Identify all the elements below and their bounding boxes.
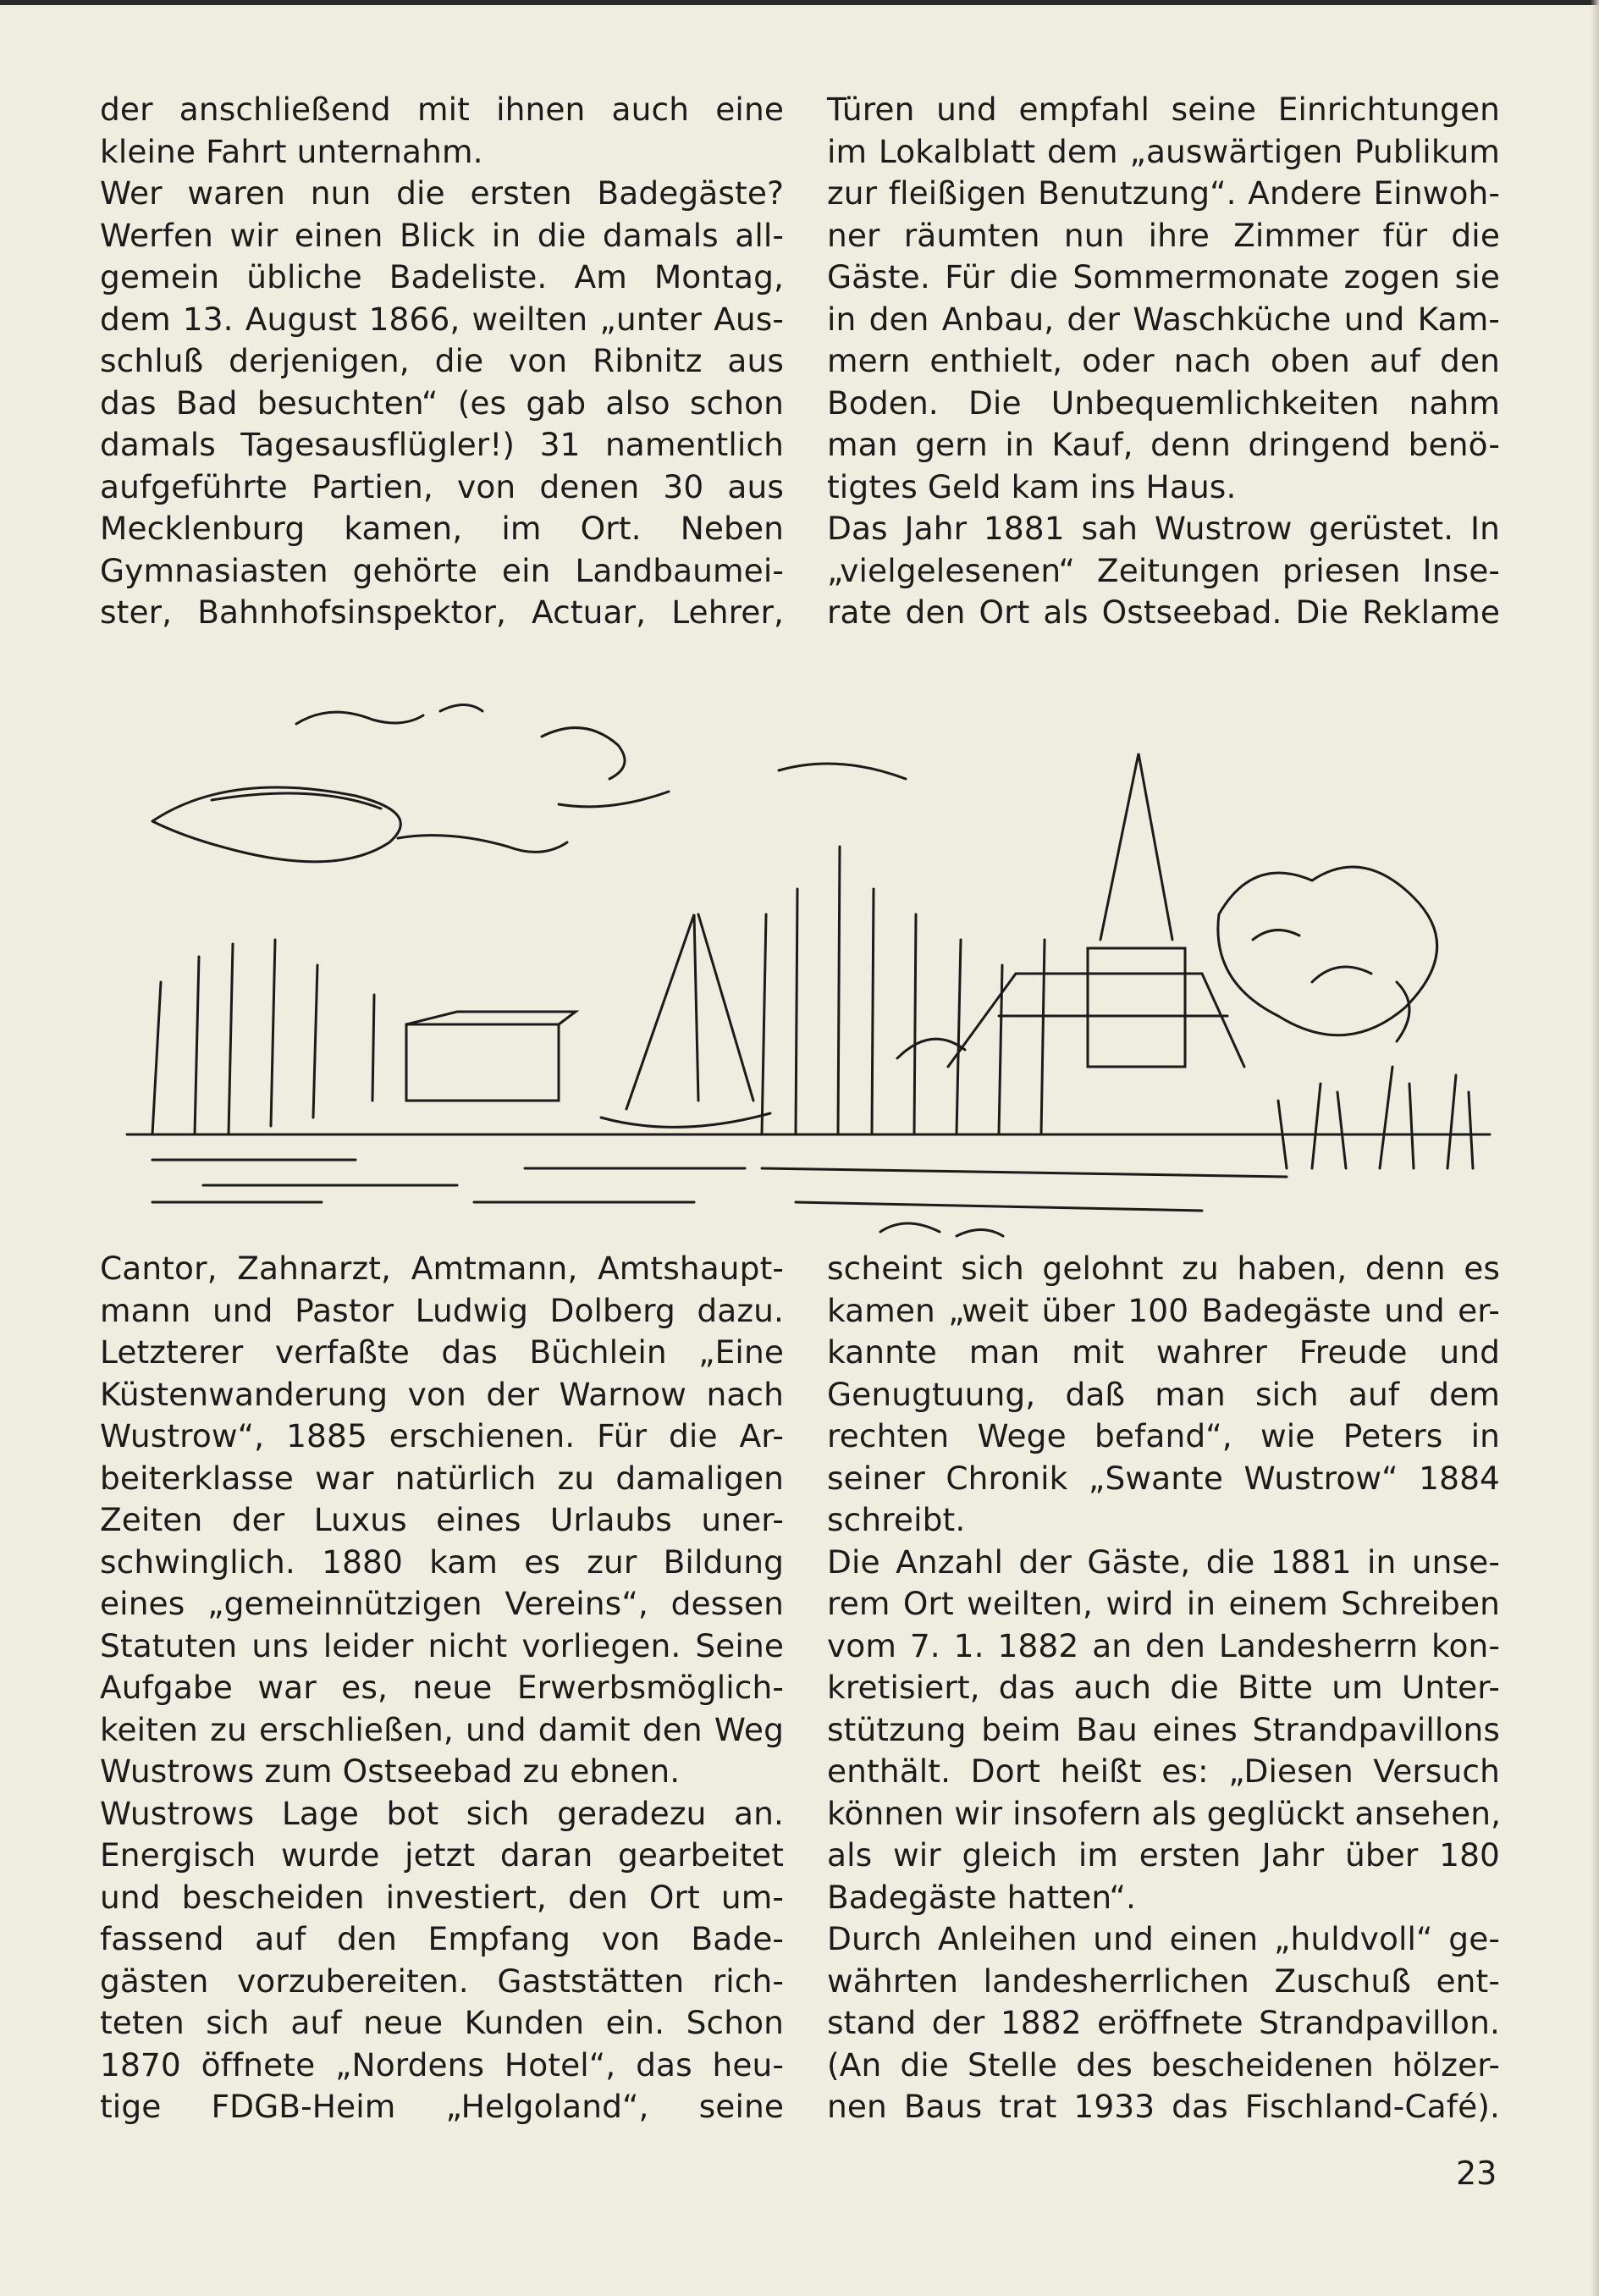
- text-line: [827, 592, 1500, 634]
- text-line-content: währten landesherrlichen Zuschuß ent-: [827, 1962, 1500, 2000]
- text-line: [827, 1877, 1500, 1919]
- text-line-content: nen Baus trat 1933 das Fischland-Café).: [827, 2088, 1500, 2125]
- text-line-content: Genugtuung, daß man sich auf dem: [827, 1375, 1500, 1413]
- text-line-content: schwinglich. 1880 kam es zur Bildung: [100, 1543, 784, 1581]
- text-line: [100, 424, 784, 466]
- text-line-content: Cantor, Zahnarzt, Amtmann, Amtshaupt-: [100, 1250, 784, 1287]
- text-line: [100, 1961, 784, 2003]
- text-line: [827, 340, 1500, 383]
- text-line: [827, 1667, 1500, 1709]
- text-column-top-right: [827, 89, 1500, 634]
- text-line-content: Die Anzahl der Gäste, die 1881 in unse-: [827, 1543, 1500, 1581]
- text-line-content: Energisch wurde jetzt daran gearbeitet: [100, 1836, 784, 1874]
- text-line-content: Mecklenburg kamen, im Ort. Neben: [100, 510, 784, 547]
- text-line-content: ner räumten nun ihre Zimmer für die: [827, 216, 1500, 254]
- text-line: [100, 592, 784, 634]
- text-line: [827, 1961, 1500, 2003]
- harbor-sketch-illustration: [102, 660, 1507, 1253]
- text-line: [827, 215, 1500, 257]
- text-line: [100, 1499, 784, 1542]
- text-line-content: keiten zu erschließen, und damit den Weg: [100, 1710, 784, 1748]
- text-line-content: im Lokalblatt dem „auswärtigen Publikum: [827, 132, 1500, 170]
- text-line-content: rem Ort weilten, wird in einem Schreiben: [827, 1585, 1500, 1622]
- text-line: [100, 131, 784, 174]
- text-line-content: Durch Anleihen und einen „huldvoll“ ge-: [827, 1920, 1500, 1957]
- text-line: [827, 2045, 1500, 2087]
- text-line-content: Wustrow“, 1885 erschienen. Für die Ar-: [100, 1417, 784, 1454]
- text-line-content: teten sich auf neue Kunden ein. Schon: [100, 2004, 784, 2041]
- text-line: [100, 1625, 784, 1668]
- text-line: [827, 1793, 1500, 1835]
- text-line-content: beiterklasse war natürlich zu damaligen: [100, 1459, 784, 1497]
- text-line: [100, 2086, 784, 2128]
- text-line-content: tigtes Geld kam ins Haus.: [827, 467, 1237, 505]
- text-line: [827, 299, 1500, 341]
- text-line: [827, 1374, 1500, 1416]
- text-line-content: man gern in Kauf, denn dringend benö-: [827, 426, 1500, 463]
- text-line: [100, 550, 784, 593]
- text-line-content: schreibt.: [827, 1501, 966, 1538]
- text-line: [827, 1835, 1500, 1877]
- text-line-content: kamen „weit über 100 Badegäste und er-: [827, 1291, 1500, 1329]
- text-line-content: 1870 öffnete „Nordens Hotel“, das heu-: [100, 2045, 784, 2084]
- text-line-content: Wer waren nun die ersten Badegäste?: [100, 174, 784, 212]
- text-line-content: Statuten uns leider nicht vorliegen. Seine: [100, 1626, 784, 1664]
- text-line: [827, 1458, 1500, 1500]
- text-line-content: Aufgabe war es, neue Erwerbsmöglich-: [100, 1669, 784, 1706]
- text-line: [100, 1667, 784, 1709]
- text-line-content: in den Anbau, der Waschküche und Kam-: [827, 300, 1500, 338]
- text-line-content: tige FDGB-Heim „Helgoland“, seine: [100, 2088, 784, 2125]
- text-line-content: mann und Pastor Ludwig Dolberg dazu.: [100, 1291, 784, 1329]
- text-line: [827, 2002, 1500, 2045]
- page-number: 23: [1456, 2155, 1497, 2192]
- text-line: [827, 383, 1500, 425]
- text-line: [100, 508, 784, 550]
- text-line-content: Boden. Die Unbequemlichkeiten nahm: [827, 384, 1500, 422]
- text-line-content: ster, Bahnhofsinspektor, Actuar, Lehrer,: [100, 593, 784, 631]
- text-line: [827, 1416, 1500, 1458]
- text-line-content: seiner Chronik „Swante Wustrow“ 1884: [827, 1459, 1500, 1497]
- text-line-content: „vielgelesenen“ Zeitungen priesen Inse-: [827, 551, 1500, 589]
- text-line-content: stützung beim Bau eines Strandpavillons: [827, 1710, 1500, 1748]
- text-line-content: dem 13. August 1866, weilten „unter Aus-: [100, 300, 784, 338]
- text-line: [827, 1290, 1500, 1333]
- text-line: [100, 1416, 784, 1458]
- text-line: [100, 1332, 784, 1374]
- text-column-top-left: [100, 89, 784, 634]
- text-line-content: Türen und empfahl seine Einrichtungen: [827, 91, 1500, 128]
- text-line: [827, 1625, 1500, 1668]
- page-top-edge: [0, 0, 1599, 5]
- text-line: [827, 424, 1500, 466]
- text-line: [100, 1793, 784, 1835]
- text-line-content: das Bad besuchten“ (es gab also schon: [100, 384, 784, 422]
- text-line: [100, 1835, 784, 1877]
- text-line: [827, 1918, 1500, 1961]
- text-line-content: gästen vorzubereiten. Gaststätten rich-: [100, 1962, 784, 2000]
- text-line: [100, 1709, 784, 1752]
- text-line: [827, 550, 1500, 593]
- text-line-content: enthält. Dort heißt es: „Diesen Versuch: [827, 1752, 1500, 1790]
- text-column-bottom-right: [827, 1248, 1500, 2128]
- text-line-content: als wir gleich im ersten Jahr über 180: [827, 1836, 1500, 1874]
- text-line-content: scheint sich gelohnt zu haben, denn es: [827, 1250, 1500, 1287]
- text-line-content: Letzterer verfaßte das Büchlein „Eine: [100, 1333, 784, 1371]
- text-line: [100, 1458, 784, 1500]
- text-line-content: können wir insofern als geglückt ansehen,: [827, 1794, 1502, 1832]
- text-line-content: rate den Ort als Ostseebad. Die Reklame: [827, 593, 1500, 631]
- text-line-content: Das Jahr 1881 sah Wustrow gerüstet. In: [827, 510, 1500, 547]
- text-line: [827, 1583, 1500, 1625]
- text-line: [827, 1542, 1500, 1584]
- text-line: [100, 1751, 784, 1793]
- text-line: [827, 257, 1500, 299]
- text-line: [100, 89, 784, 131]
- text-line: [100, 1542, 784, 1584]
- text-line-content: (An die Stelle des bescheidenen hölzer-: [827, 2045, 1500, 2084]
- text-line: [100, 1918, 784, 1961]
- text-line-content: Gymnasiasten gehörte ein Landbaumei-: [100, 551, 784, 589]
- text-line: [827, 89, 1500, 131]
- text-line: [827, 2086, 1500, 2128]
- text-line-content: mern enthielt, oder nach oben auf den: [827, 342, 1500, 379]
- text-line-content: Zeiten der Luxus eines Urlaubs uner-: [100, 1501, 784, 1538]
- text-line: [100, 1374, 784, 1416]
- text-line-content: aufgeführte Partien, von denen 30 aus: [100, 467, 784, 505]
- text-line-content: zur fleißigen Benutzung“. Andere Einwoh-: [827, 174, 1500, 212]
- text-line: [827, 1332, 1500, 1374]
- text-line: [827, 1248, 1500, 1290]
- text-line-content: kretisiert, das auch die Bitte um Unter-: [827, 1669, 1500, 1706]
- text-line: [100, 1290, 784, 1333]
- text-line: [100, 1877, 784, 1919]
- text-line-content: kleine Fahrt unternahm.: [100, 132, 483, 170]
- text-line: [827, 1709, 1500, 1752]
- text-line-content: Werfen wir einen Blick in die damals all-: [100, 216, 784, 254]
- text-line: [827, 1499, 1500, 1542]
- text-line-content: Wustrows Lage bot sich geradezu an.: [100, 1794, 784, 1832]
- text-line-content: Gäste. Für die Sommermonate zogen sie: [827, 258, 1500, 295]
- text-line-content: schluß derjenigen, die von Ribnitz aus: [100, 342, 784, 379]
- text-line: [100, 2045, 784, 2087]
- text-line: [100, 2002, 784, 2045]
- text-line-content: Wustrows zum Ostseebad zu ebnen.: [100, 1752, 681, 1790]
- text-line: [100, 1248, 784, 1290]
- text-line-content: der anschließend mit ihnen auch eine: [100, 91, 784, 128]
- text-line: [827, 466, 1500, 509]
- text-line-content: vom 7. 1. 1882 an den Landesherrn kon-: [827, 1626, 1500, 1664]
- text-line-content: gemein übliche Badeliste. Am Montag,: [100, 258, 784, 295]
- text-line-content: eines „gemeinnützigen Vereins“, dessen: [100, 1585, 784, 1622]
- text-line: [827, 131, 1500, 174]
- text-line: [827, 173, 1500, 215]
- text-line-content: und bescheiden investiert, den Ort um-: [100, 1878, 784, 1916]
- text-line: [100, 215, 784, 257]
- text-line-content: Badegäste hatten“.: [827, 1878, 1137, 1916]
- text-line: [100, 340, 784, 383]
- text-line: [827, 508, 1500, 550]
- text-line: [100, 466, 784, 509]
- page-right-shadow: [1591, 0, 1599, 2296]
- text-line: [100, 257, 784, 299]
- text-line-content: rechten Wege befand“, wie Peters in: [827, 1417, 1500, 1454]
- text-column-bottom-left: [100, 1248, 784, 2128]
- text-line: [100, 383, 784, 425]
- text-line-content: damals Tagesausflügler!) 31 namentlich: [100, 426, 784, 463]
- text-line: [100, 173, 784, 215]
- text-line-content: Küstenwanderung von der Warnow nach: [100, 1375, 784, 1413]
- text-line: [827, 1751, 1500, 1793]
- text-line-content: stand der 1882 eröffnete Strandpavillon.: [827, 2004, 1500, 2041]
- text-line-content: fassend auf den Empfang von Bade-: [100, 1920, 784, 1957]
- text-line: [100, 1583, 784, 1625]
- text-line-content: kannte man mit wahrer Freude und: [827, 1333, 1500, 1371]
- text-line: [100, 299, 784, 341]
